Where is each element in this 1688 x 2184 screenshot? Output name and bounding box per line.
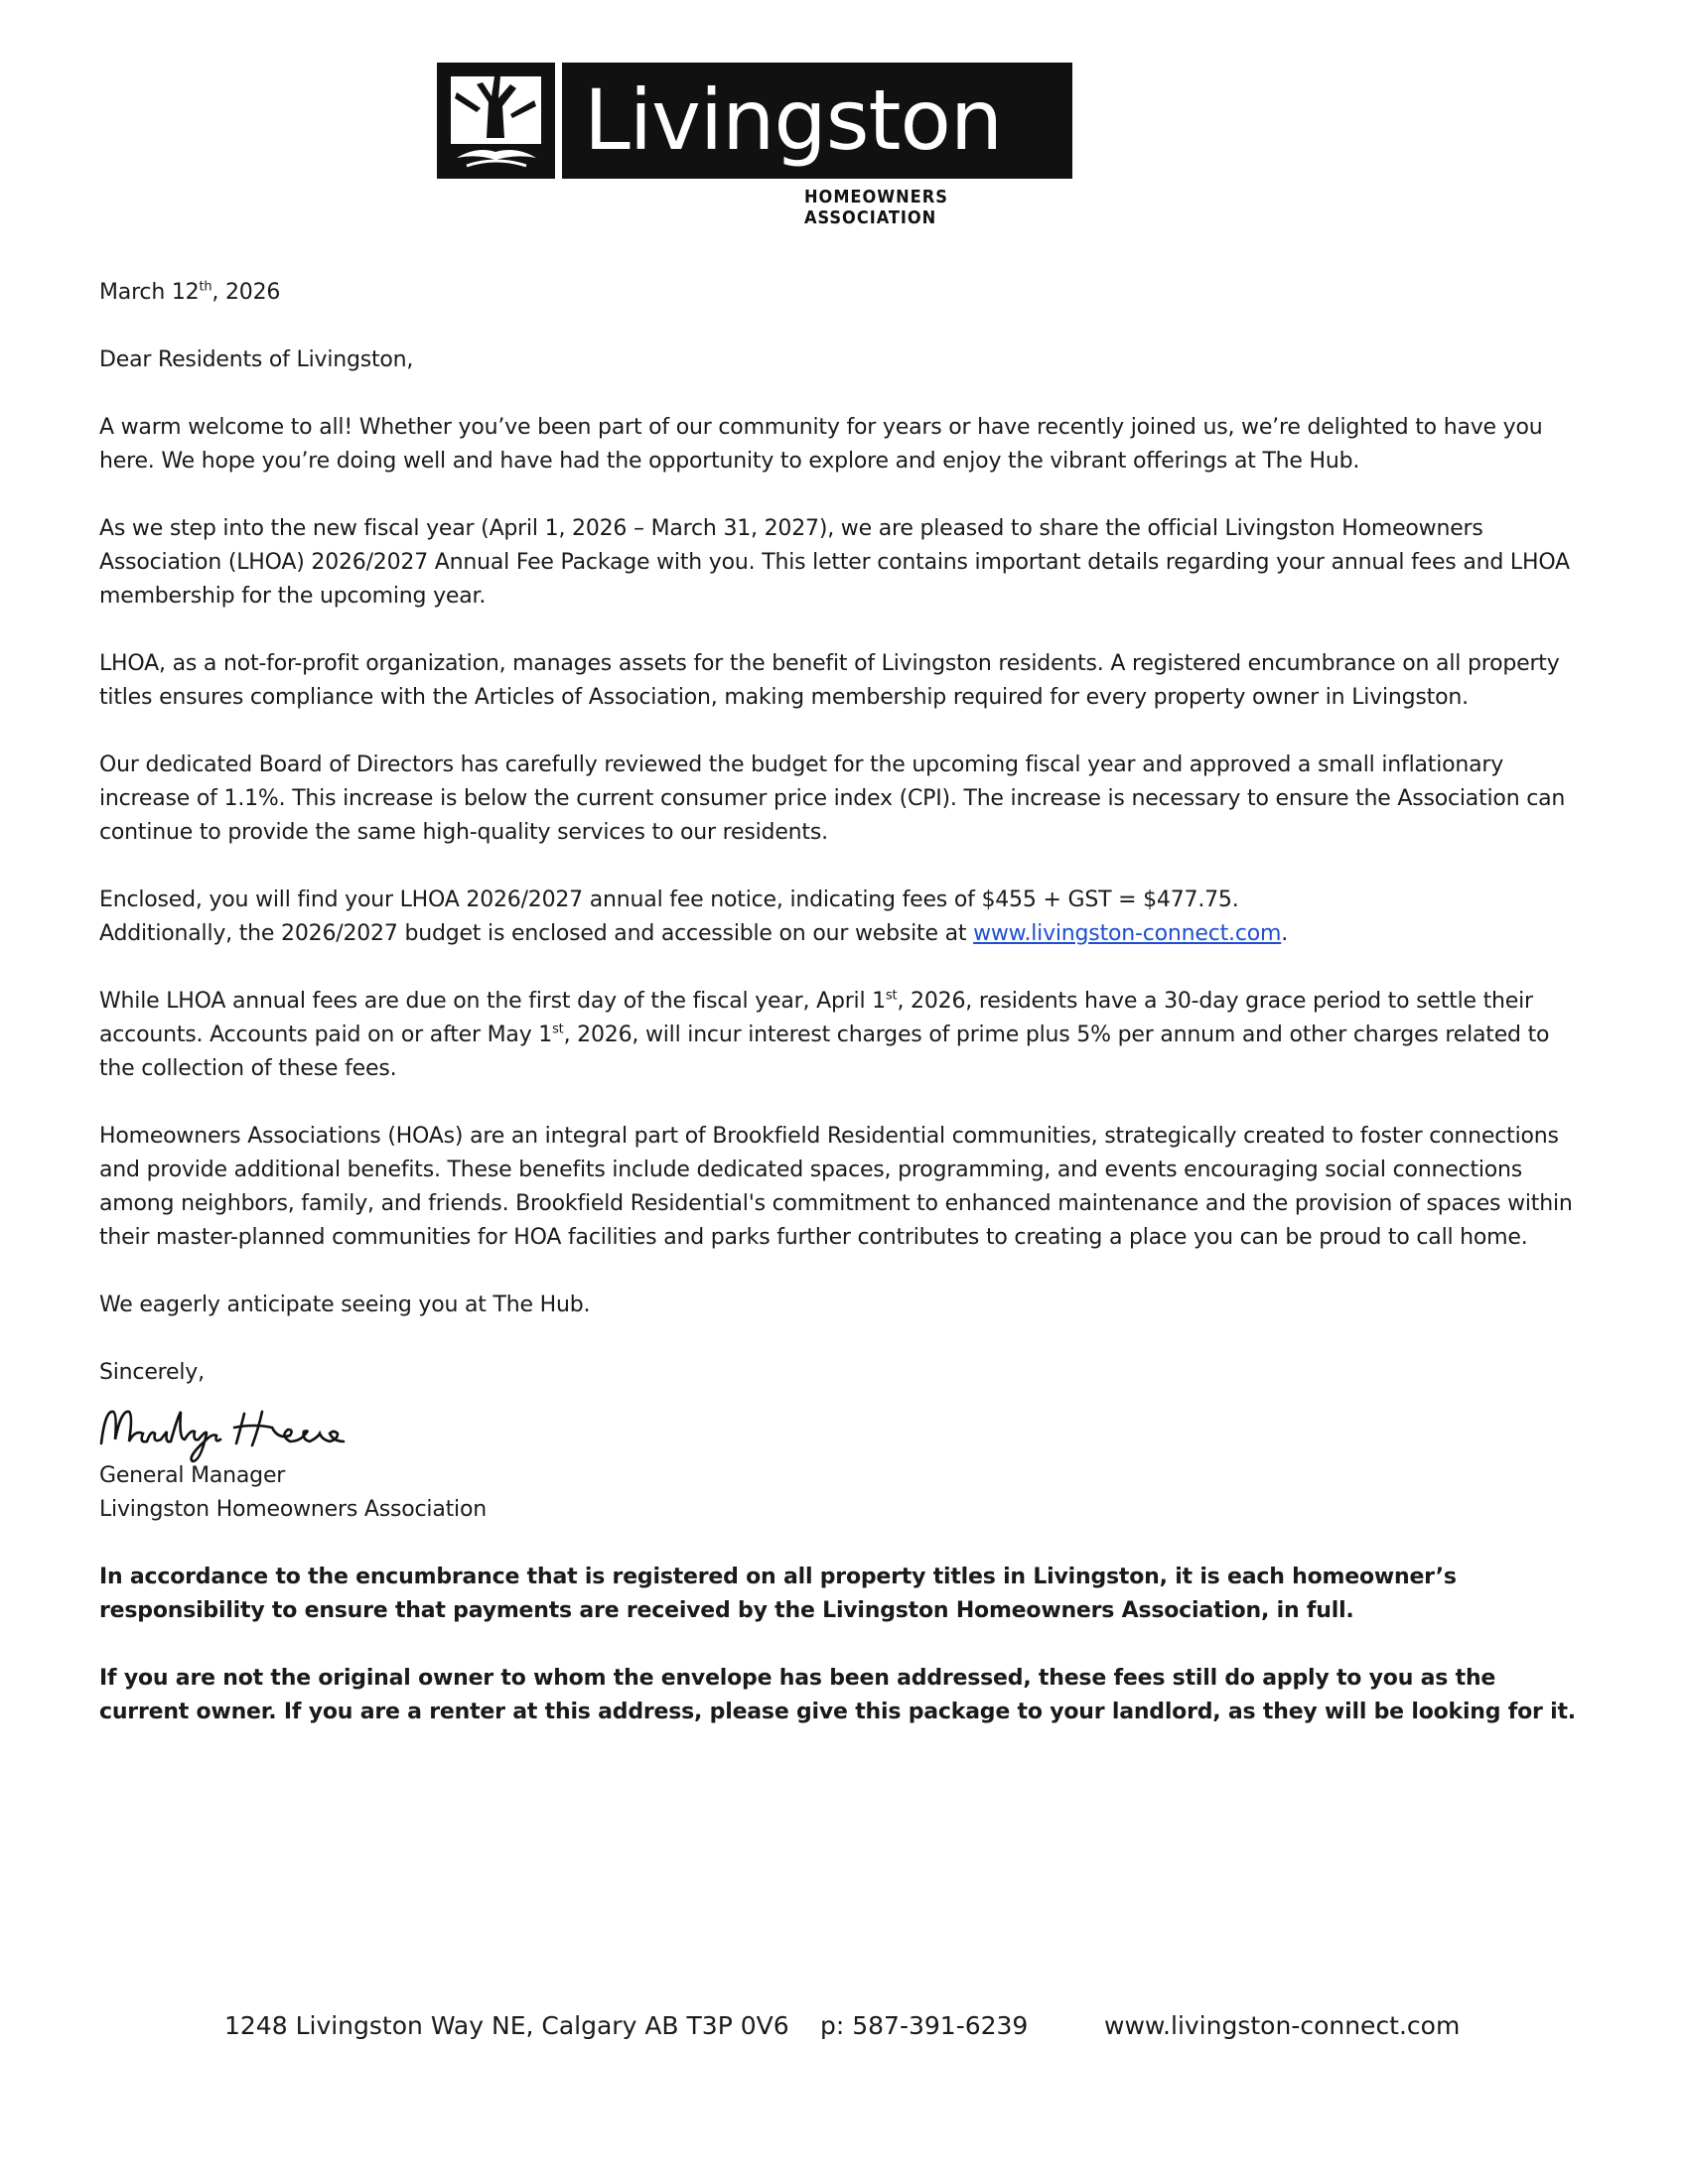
notice-encumbrance: In accordance to the encumbrance that is registered on all property titles in Livingston, it is each homeowner’s responsibility to ensure that payments are received by the Livingston Homeowners Association, in full.	[99, 1565, 1457, 1623]
tree-logo-icon	[437, 63, 555, 179]
salutation: Dear Residents of Livingston,	[99, 347, 414, 372]
logo-subtitle: HOMEOWNERS ASSOCIATION	[804, 187, 948, 228]
footer-website[interactable]: www.livingston-connect.com	[1104, 2011, 1461, 2040]
association-logo	[437, 63, 1072, 228]
website-link[interactable]: www.livingston-connect.com	[973, 921, 1282, 946]
paragraph-fee-notice: Enclosed, you will find your LHOA 2026/2027 annual fee notice, indicating fees of $455 + GST = $477.75. Additionally, the 2026/2027 budget is enclosed and accessible on our website at www.livingston-connect.com.	[99, 887, 1289, 946]
signer-org: Livingston Homeowners Association	[99, 1497, 487, 1522]
paragraph-fiscal-year: As we step into the new fiscal year (April 1, 2026 – March 31, 2027), we are pleased to share the official Livingston Homeowners Association (LHOA) 2026/2027 Annual Fee Package with you. This letter contains important details regarding your annual fees and LHOA membership for the upcoming year.	[99, 516, 1570, 609]
paragraph-budget-increase: Our dedicated Board of Directors has carefully reviewed the budget for the upcoming fiscal year and approved a small inflationary increase of 1.1%. This increase is below the current consumer price index (CPI). The increase is necessary to ensure the Association can continue to provide the same high-quality services to our residents.	[99, 752, 1566, 845]
closing: Sincerely,	[99, 1360, 205, 1385]
footer-phone: p: 587-391-6239	[820, 2011, 1029, 2040]
paragraph-membership: LHOA, as a not-for-profit organization, manages assets for the benefit of Livingston residents. A registered encumbrance on all property titles ensures compliance with the Articles of Association, making membership required for every property owner in Livingston.	[99, 651, 1560, 710]
signature	[99, 1390, 1589, 1463]
letter-date: March 12th, 2026	[99, 279, 281, 305]
signer-block	[99, 1459, 1589, 1527]
letter-body	[99, 276, 1589, 1763]
paragraph-welcome: A warm welcome to all! Whether you’ve been part of our community for years or have recently joined us, we’re delighted to have you here. We hope you’re doing well and have had the opportunity to explore and enjoy the vibrant offerings at The Hub.	[99, 415, 1543, 474]
paragraph-due-dates: While LHOA annual fees are due on the first day of the fiscal year, April 1st, 2026, residents have a 30-day grace period to settle their accounts. Accounts paid on or after May 1st, 2026, will incur interest charges of prime plus 5% per annum and other charges related to the collection of these fees.	[99, 988, 1550, 1081]
signer-title: General Manager	[99, 1463, 286, 1488]
logo-wordmark: Livingston	[562, 63, 1072, 179]
footer-address: 1248 Livingston Way NE, Calgary AB T3P 0V6	[224, 2011, 789, 2040]
paragraph-hoa-info: Homeowners Associations (HOAs) are an integral part of Brookfield Residential communities, strategically created to foster connections and provide additional benefits. These benefits include dedicated spaces, programming, and events encouraging social connections among neighbors, family, and friends. Brookfield Residential's commitment to enhanced maintenance and the provision of spaces within their master-planned communities for HOA facilities and parks further contributes to creating a place you can be proud to call home.	[99, 1124, 1573, 1250]
paragraph-closing-remark: We eagerly anticipate seeing you at The Hub.	[99, 1293, 591, 1317]
notice-renters: If you are not the original owner to whom the envelope has been addressed, these fees still do apply to you as the current owner. If you are a renter at this address, please give this package to your landlord, as they will be looking for it.	[99, 1666, 1576, 1724]
